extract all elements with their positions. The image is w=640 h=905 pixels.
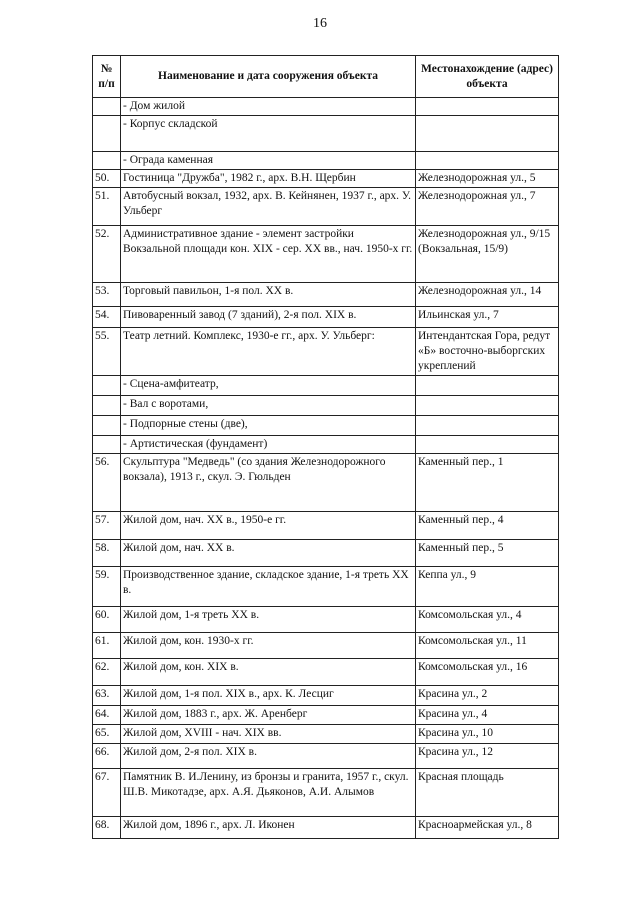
row-num: 52. <box>93 226 121 283</box>
row-address <box>416 396 559 416</box>
row-name: Административное здание - элемент застройки Вокзальной площади кон. XIX - сер. XX вв., нач. 1950-х гг. <box>121 226 416 283</box>
row-name: Жилой дом, кон. 1930-х гг. <box>121 633 416 659</box>
table-row <box>93 725 559 744</box>
table-row <box>93 283 559 307</box>
table-row <box>93 769 559 817</box>
row-num: 66. <box>93 744 121 769</box>
row-name: Торговый павильон, 1-я пол. XX в. <box>121 283 416 307</box>
table-row <box>93 454 559 512</box>
row-address: Каменный пер., 1 <box>416 454 559 512</box>
table-row <box>93 567 559 607</box>
row-address: Комсомольская ул., 11 <box>416 633 559 659</box>
row-address: Красина ул., 12 <box>416 744 559 769</box>
row-address: Интендантская Гора, редут «Б» восточно-выборгских укреплений <box>416 328 559 376</box>
table-row <box>93 188 559 226</box>
row-name: - Корпус складской <box>121 116 416 152</box>
row-num <box>93 436 121 454</box>
row-num: 51. <box>93 188 121 226</box>
row-num: 63. <box>93 686 121 706</box>
row-address: Красная площадь <box>416 769 559 817</box>
row-address <box>416 376 559 396</box>
row-num <box>93 416 121 436</box>
row-num: 60. <box>93 607 121 633</box>
row-name: Театр летний. Комплекс, 1930-е гг., арх. У. Ульберг: <box>121 328 416 376</box>
row-address: Железнодорожная ул., 14 <box>416 283 559 307</box>
row-num: 65. <box>93 725 121 744</box>
table-row <box>93 376 559 396</box>
row-name: Пивоваренный завод (7 зданий), 2-я пол. XIX в. <box>121 307 416 328</box>
page-number: 16 <box>313 16 327 31</box>
row-address: Железнодорожная ул., 5 <box>416 170 559 188</box>
row-address <box>416 98 559 116</box>
row-num: 64. <box>93 706 121 725</box>
row-name: Автобусный вокзал, 1932, арх. В. Кейнянен, 1937 г., арх. У. Ульберг <box>121 188 416 226</box>
table-row <box>93 307 559 328</box>
table-header-row <box>93 56 559 98</box>
row-num: 62. <box>93 659 121 686</box>
table-row <box>93 633 559 659</box>
row-address <box>416 116 559 152</box>
row-num <box>93 116 121 152</box>
table-row <box>93 116 559 152</box>
row-address: Комсомольская ул., 4 <box>416 607 559 633</box>
row-num: 55. <box>93 328 121 376</box>
row-address: Железнодорожная ул., 9/15 (Вокзальная, 15/9) <box>416 226 559 283</box>
row-name: Жилой дом, 1-я треть XX в. <box>121 607 416 633</box>
row-name: Жилой дом, нач. XX в., 1950-е гг. <box>121 512 416 540</box>
row-name: Производственное здание, складское здание, 1-я треть XX в. <box>121 567 416 607</box>
table-row <box>93 686 559 706</box>
row-num: 54. <box>93 307 121 328</box>
row-name: Жилой дом, 2-я пол. XIX в. <box>121 744 416 769</box>
table-row <box>93 226 559 283</box>
row-num: 61. <box>93 633 121 659</box>
row-address: Каменный пер., 4 <box>416 512 559 540</box>
row-num <box>93 152 121 170</box>
table-row <box>93 659 559 686</box>
monuments-table <box>92 55 559 839</box>
row-address: Комсомольская ул., 16 <box>416 659 559 686</box>
table-row <box>93 416 559 436</box>
row-name: Памятник В. И.Ленину, из бронзы и гранита, 1957 г., скул. Ш.В. Микотадзе, арх. А.Я. Дьяконов, А.И. Алымов <box>121 769 416 817</box>
table-row <box>93 170 559 188</box>
row-address: Ильинская ул., 7 <box>416 307 559 328</box>
table-row <box>93 817 559 839</box>
table-row <box>93 540 559 567</box>
table-row <box>93 706 559 725</box>
table-row <box>93 152 559 170</box>
row-num: 58. <box>93 540 121 567</box>
row-name: Жилой дом, 1883 г., арх. Ж. Аренберг <box>121 706 416 725</box>
table-row <box>93 744 559 769</box>
row-name: Гостиница "Дружба", 1982 г., арх. В.Н. Щербин <box>121 170 416 188</box>
row-num: 56. <box>93 454 121 512</box>
row-address: Красноармейская ул., 8 <box>416 817 559 839</box>
row-address: Красина ул., 2 <box>416 686 559 706</box>
row-num: 57. <box>93 512 121 540</box>
row-name: - Сцена-амфитеатр, <box>121 376 416 396</box>
row-name: Скульптура "Медведь" (со здания Железнодорожного вокзала), 1913 г., скул. Э. Гюльден <box>121 454 416 512</box>
row-num: 68. <box>93 817 121 839</box>
row-address: Железнодорожная ул., 7 <box>416 188 559 226</box>
table-row <box>93 396 559 416</box>
row-address: Каменный пер., 5 <box>416 540 559 567</box>
row-name: - Вал с воротами, <box>121 396 416 416</box>
header-num: № п/п <box>93 56 121 98</box>
row-num: 67. <box>93 769 121 817</box>
table-row <box>93 607 559 633</box>
row-name: - Дом жилой <box>121 98 416 116</box>
row-name: Жилой дом, кон. XIX в. <box>121 659 416 686</box>
header-name: Наименование и дата сооружения объекта <box>121 56 416 98</box>
row-name: Жилой дом, XVIII - нач. XIX вв. <box>121 725 416 744</box>
row-num: 59. <box>93 567 121 607</box>
row-address: Кеппа ул., 9 <box>416 567 559 607</box>
row-name: - Артистическая (фундамент) <box>121 436 416 454</box>
row-num: 50. <box>93 170 121 188</box>
header-address: Местонахождение (адрес) объекта <box>416 56 559 98</box>
row-num <box>93 396 121 416</box>
row-num <box>93 98 121 116</box>
row-num <box>93 376 121 396</box>
row-name: Жилой дом, нач. XX в. <box>121 540 416 567</box>
row-address: Красина ул., 4 <box>416 706 559 725</box>
row-address <box>416 416 559 436</box>
table-row <box>93 328 559 376</box>
row-address <box>416 152 559 170</box>
table-row <box>93 436 559 454</box>
row-name: Жилой дом, 1896 г., арх. Л. Иконен <box>121 817 416 839</box>
table-row <box>93 98 559 116</box>
row-num: 53. <box>93 283 121 307</box>
table-row <box>93 512 559 540</box>
row-address: Красина ул., 10 <box>416 725 559 744</box>
row-address <box>416 436 559 454</box>
row-name: - Ограда каменная <box>121 152 416 170</box>
row-name: Жилой дом, 1-я пол. XIX в., арх. К. Лесциг <box>121 686 416 706</box>
row-name: - Подпорные стены (две), <box>121 416 416 436</box>
